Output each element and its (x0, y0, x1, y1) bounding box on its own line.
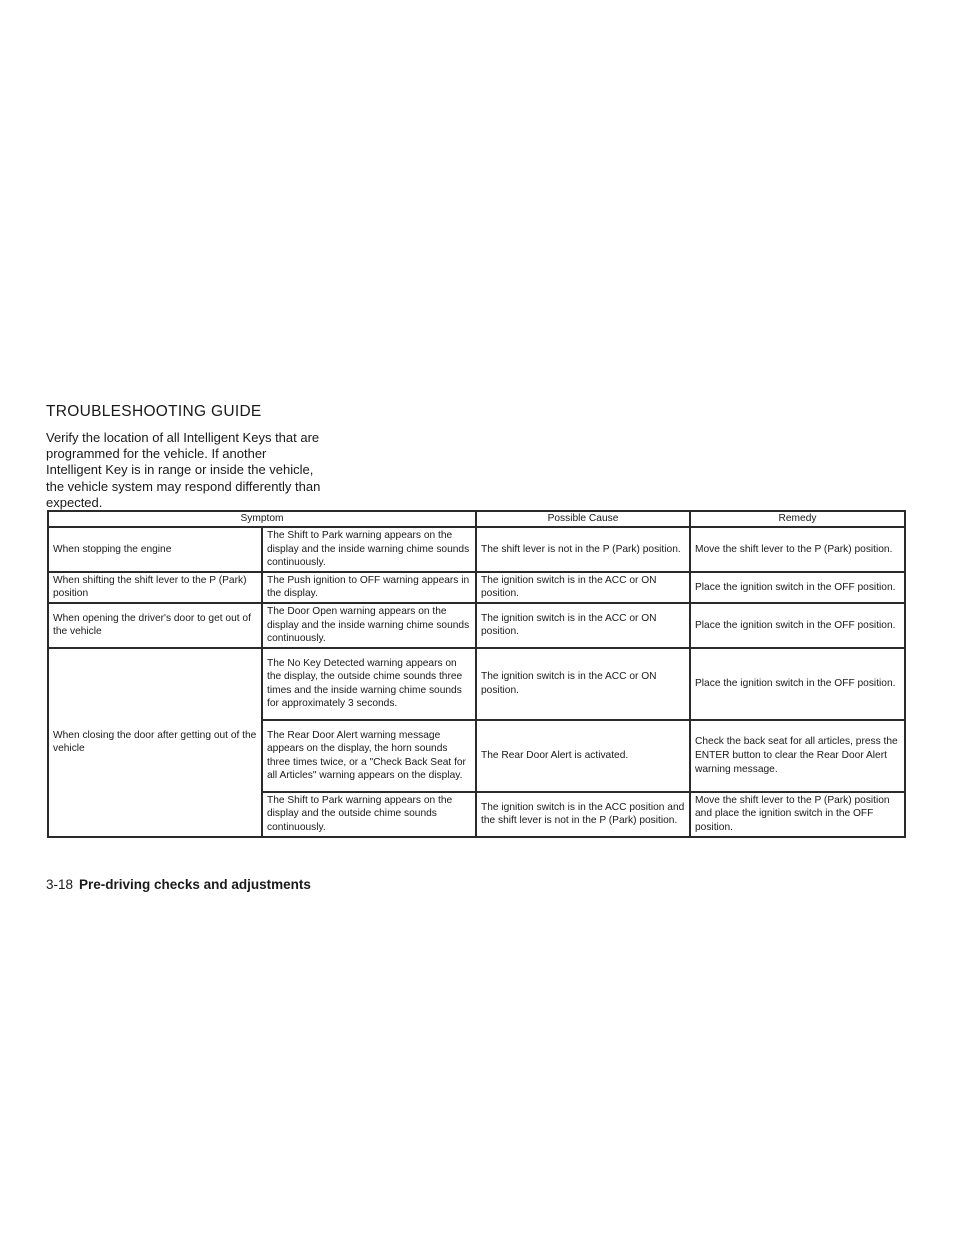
section-title: Pre-driving checks and adjustments (79, 877, 311, 892)
page-footer (46, 877, 311, 892)
cause-cell: The ignition switch is in the ACC or ON position. (476, 603, 690, 648)
condition-cell: The Shift to Park warning appears on the display and the inside warning chime sounds continuously. (262, 527, 476, 572)
condition-cell: The Rear Door Alert warning message appears on the display, the horn sounds three times twice, or a "Check Back Seat for all Articles" warning appears on the display. (262, 720, 476, 792)
section-heading: TROUBLESHOOTING GUIDE (46, 403, 262, 420)
troubleshooting-table (47, 510, 906, 838)
symptom-cell: When stopping the engine (48, 527, 262, 572)
table-row (48, 527, 905, 572)
remedy-cell: Check the back seat for all articles, press the ENTER button to clear the Rear Door Alert warning message. (690, 720, 905, 792)
cause-cell: The shift lever is not in the P (Park) position. (476, 527, 690, 572)
table-row (48, 603, 905, 648)
remedy-cell: Move the shift lever to the P (Park) position. (690, 527, 905, 572)
header-possible-cause: Possible Cause (476, 511, 690, 527)
symptom-cell: When opening the driver's door to get out of the vehicle (48, 603, 262, 648)
header-remedy: Remedy (690, 511, 905, 527)
remedy-cell: Move the shift lever to the P (Park) position and place the ignition switch in the OFF position. (690, 792, 905, 837)
remedy-cell: Place the ignition switch in the OFF position. (690, 603, 905, 648)
table-header-row (48, 511, 905, 527)
cause-cell: The Rear Door Alert is activated. (476, 720, 690, 792)
condition-cell: The No Key Detected warning appears on the display, the outside chime sounds three times and the inside warning chime sounds for approximately 3 seconds. (262, 648, 476, 720)
remedy-cell: Place the ignition switch in the OFF position. (690, 572, 905, 603)
condition-cell: The Door Open warning appears on the display and the inside warning chime sounds continuously. (262, 603, 476, 648)
condition-cell: The Shift to Park warning appears on the display and the outside chime sounds continuously. (262, 792, 476, 837)
cause-cell: The ignition switch is in the ACC position and the shift lever is not in the P (Park) position. (476, 792, 690, 837)
condition-cell: The Push ignition to OFF warning appears in the display. (262, 572, 476, 603)
cause-cell: The ignition switch is in the ACC or ON position. (476, 648, 690, 720)
intro-paragraph: Verify the location of all Intelligent Keys that are programmed for the vehicle. If another Intelligent Key is in range or inside the vehicle, the vehicle system may respond differently than expected. (46, 430, 321, 510)
table-row (48, 572, 905, 603)
page-number: 3-18 (46, 877, 74, 892)
table-row (48, 648, 905, 720)
symptom-cell: When shifting the shift lever to the P (Park) position (48, 572, 262, 603)
header-symptom: Symptom (48, 511, 476, 527)
symptom-cell: When closing the door after getting out of the vehicle (48, 648, 262, 837)
cause-cell: The ignition switch is in the ACC or ON position. (476, 572, 690, 603)
remedy-cell: Place the ignition switch in the OFF position. (690, 648, 905, 720)
